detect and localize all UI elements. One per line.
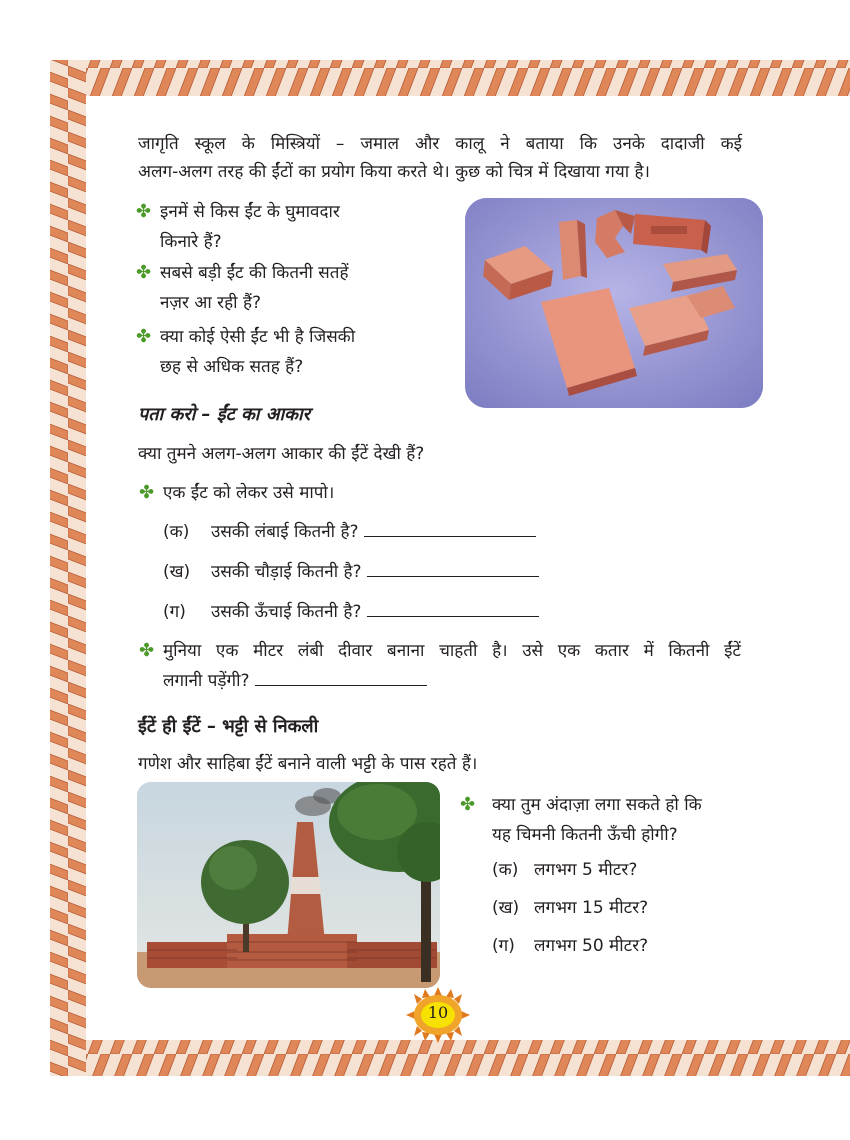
question-wall-bricks: ✤ मुनिया एक मीटर लंबी दीवार बनाना चाहती है। उसे एक कतार में कितनी ईंटें लगानी पड़ेंगी? — [163, 636, 741, 696]
brick-kiln-photo — [137, 782, 440, 988]
option-50-meters[interactable]: (ग) लगभग 50 मीटर? — [492, 936, 649, 956]
clover-bullet-icon: ✤ — [136, 262, 152, 283]
question-curved-edges: ✤ इनमें से किस ईंट के घुमावदार किनारे हैं? — [160, 197, 340, 257]
measure-length: (क) उसकी लंबाई कितनी है? — [163, 518, 536, 546]
intro-paragraph — [138, 130, 742, 186]
clover-bullet-icon: ✤ — [460, 794, 476, 815]
answer-blank[interactable] — [364, 518, 536, 537]
question-different-sizes: क्या तुमने अलग-अलग आकार की ईंटें देखी हैं? — [138, 444, 425, 464]
clover-bullet-icon: ✤ — [139, 482, 155, 503]
measure-width: (ख) उसकी चौड़ाई कितनी है? — [163, 558, 539, 586]
section-heading-brick-shape: पता करो – ईंट का आकार — [138, 404, 310, 425]
kiln-intro: गणेश और साहिबा ईंटें बनाने वाली भट्टी के पास रहते हैं। — [138, 754, 478, 774]
option-5-meters[interactable]: (क) लगभग 5 मीटर? — [492, 860, 638, 880]
answer-blank[interactable] — [255, 667, 427, 686]
bricks-photo — [465, 198, 763, 408]
question-largest-brick-faces: ✤ सबसे बड़ी ईंट की कितनी सतहें नज़र आ रही हैं? — [160, 258, 349, 318]
measure-height: (ग) उसकी ऊँचाई कितनी है? — [163, 598, 539, 626]
clover-bullet-icon: ✤ — [136, 326, 152, 347]
option-15-meters[interactable]: (ख) लगभग 15 मीटर? — [492, 898, 649, 918]
section-heading-kiln-bricks: ईंटें ही ईंटें – भट्टी से निकली — [138, 716, 319, 737]
intro-line-1: जागृति स्कूल के मिस्त्रियों – जमाल और कालू ने बताया कि उनके दादाजी कई — [138, 134, 742, 154]
measure-instruction: ✤ एक ईंट को लेकर उसे मापो। — [163, 478, 334, 508]
question-chimney-height: ✤ क्या तुम अंदाज़ा लगा सकते हो कि यह चिमनी कितनी ऊँची होगी? — [492, 790, 702, 850]
page-number: 10 — [427, 1003, 449, 1022]
clover-bullet-icon: ✤ — [139, 640, 155, 661]
question-more-than-six-faces: ✤ क्या कोई ऐसी ईंट भी है जिसकी छह से अधिक सतह हैं? — [160, 322, 355, 382]
answer-blank[interactable] — [367, 558, 539, 577]
answer-blank[interactable] — [367, 598, 539, 617]
intro-line-2: अलग-अलग तरह की ईंटों का प्रयोग किया करते थे। कुछ को चित्र में दिखाया गया है। — [138, 162, 650, 182]
clover-bullet-icon: ✤ — [136, 201, 152, 222]
